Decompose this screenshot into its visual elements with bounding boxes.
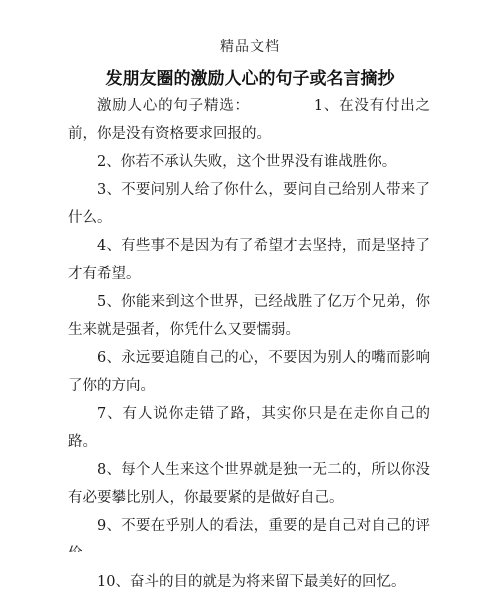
document-body [68, 92, 430, 596]
paragraph-4: 4、有些事不是因为有了希望才去坚持，而是坚持了才有希望。 [68, 238, 430, 282]
paragraph-1 [68, 92, 430, 148]
intro-label: 激励人心的句子精选： [97, 98, 250, 114]
paragraph-7: 7、有人说你走错了路，其实你只是在走你自己的路。 [68, 406, 430, 450]
paragraph-8: 8、每个人生来这个世界就是独一无二的，所以你没有必要攀比别人，你最要紧的是做好自己。 [68, 462, 430, 506]
paragraph-3: 3、不要问别人给了你什么，要问自己给别人带来了什么。 [68, 182, 430, 226]
paragraph-2: 2、你若不承认失败，这个世界没有谁战胜你。 [97, 154, 397, 170]
item-1: 1、在没有付出之前，你是没有资格要求回报的。 [68, 98, 430, 142]
page-header: 精品文档 [220, 39, 280, 55]
paragraph-5: 5、你能来到这个世界，已经战胜了亿万个兄弟，你生来就是强者，你凭什么又要懦弱。 [68, 294, 430, 338]
paragraph-10: 10、奋斗的目的就是为将来留下最美好的回忆。 [97, 574, 406, 590]
document-title: 发朋友圈的激励人心的句子或名言摘抄 [105, 69, 395, 89]
paragraph-6: 6、永远要追随自己的心，不要因为别人的嘴而影响了你的方向。 [68, 350, 430, 394]
paragraph-9: 9、不要在乎别人的看法，重要的是自己对自己的评 [97, 518, 430, 534]
page-bottom-edge [0, 552, 500, 565]
